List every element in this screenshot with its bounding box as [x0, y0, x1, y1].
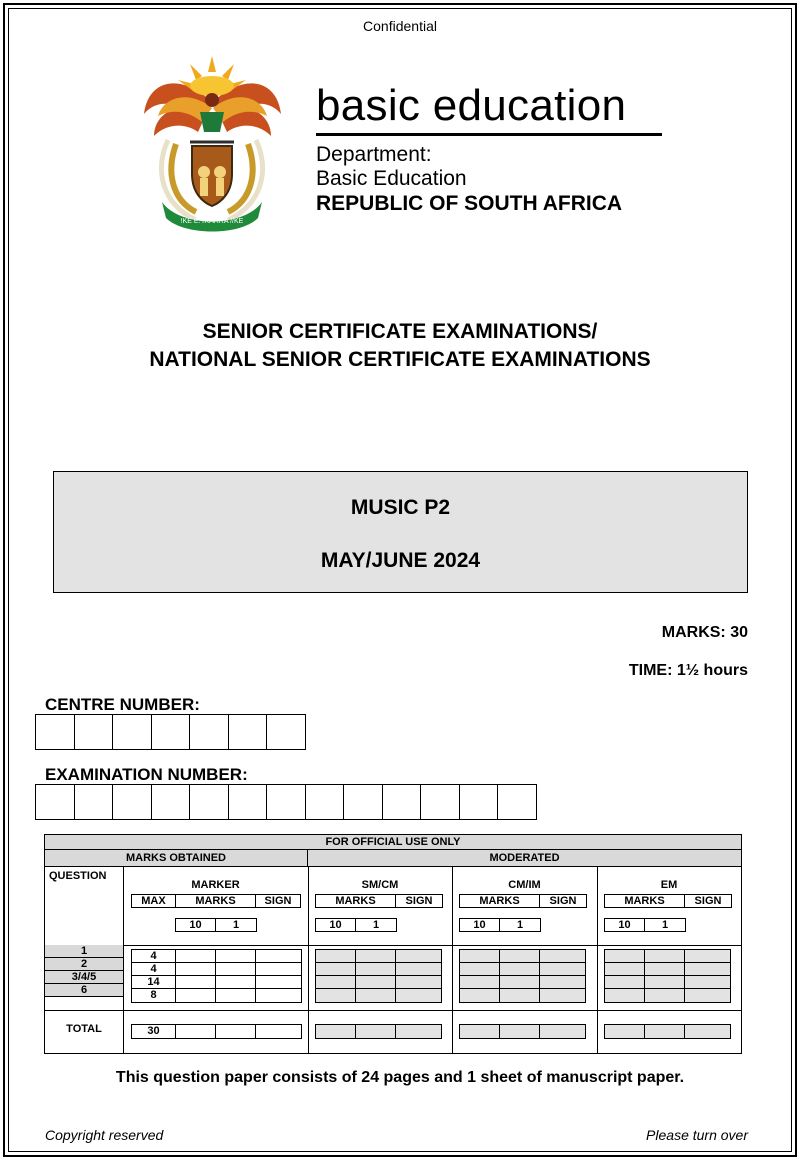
col-divider	[452, 867, 453, 1053]
country-name: REPUBLIC OF SOUTH AFRICA	[316, 192, 623, 215]
mark-cell[interactable]	[216, 950, 256, 962]
confidential-label: Confidential	[363, 18, 437, 34]
table-row	[132, 989, 301, 1002]
mark-cell[interactable]	[176, 963, 216, 975]
smcm-column-labels	[315, 894, 443, 908]
mark-cell[interactable]	[645, 963, 685, 975]
sign-label: SIGN	[264, 895, 292, 907]
exam-digit-box[interactable]	[459, 784, 499, 820]
exam-digit-box[interactable]	[189, 784, 229, 820]
table-row	[132, 976, 301, 989]
mark-cell[interactable]	[356, 963, 396, 975]
question-list	[45, 945, 123, 997]
examination-number-label: EXAMINATION NUMBER:	[45, 765, 248, 784]
max-value: 4	[132, 950, 176, 962]
exam-digit-box[interactable]	[497, 784, 537, 820]
sign-label: SIGN	[694, 895, 722, 907]
mark-cell[interactable]	[356, 950, 396, 962]
total-sign-cell[interactable]	[685, 1025, 730, 1038]
brand-title: basic education	[316, 81, 627, 130]
em-total-row	[604, 1024, 731, 1039]
table-row	[132, 963, 301, 976]
exam-digit-box[interactable]	[382, 784, 422, 820]
smcm-marks-grid	[315, 949, 442, 1003]
exam-digit-box[interactable]	[151, 784, 191, 820]
max-value: 4	[132, 963, 176, 975]
turn-over-note: Please turn over	[646, 1127, 748, 1143]
crest-motto: !KE E: /XARRA //KE	[180, 218, 244, 225]
total-cell[interactable]	[500, 1025, 540, 1038]
question-number: 2	[45, 958, 123, 971]
total-cell[interactable]	[216, 1025, 256, 1038]
department-label: Department:	[316, 143, 432, 166]
mark-cell[interactable]	[605, 989, 645, 1002]
sign-cell[interactable]	[256, 963, 301, 975]
total-sign-cell[interactable]	[256, 1025, 301, 1038]
sign-cell[interactable]	[396, 963, 441, 975]
sign-cell[interactable]	[685, 963, 730, 975]
exam-digit-box[interactable]	[305, 784, 345, 820]
mark-cell[interactable]	[500, 963, 540, 975]
mark-cell[interactable]	[316, 976, 356, 988]
sign-cell[interactable]	[256, 989, 301, 1002]
pages-note: This question paper consists of 24 pages and 1 sheet of manuscript paper.	[115, 1069, 685, 1086]
marks-obtained-header: MARKS OBTAINED	[45, 850, 308, 867]
sign-cell[interactable]	[256, 976, 301, 988]
sign-label: SIGN	[549, 895, 577, 907]
mark-cell[interactable]	[605, 963, 645, 975]
mark-cell[interactable]	[645, 976, 685, 988]
total-label: TOTAL	[66, 1023, 102, 1035]
mark-cell[interactable]	[460, 989, 500, 1002]
exam-title-line2: NATIONAL SENIOR CERTIFICATE EXAMINATIONS	[149, 348, 651, 371]
question-number: 6	[45, 984, 123, 997]
exam-title-line1: SENIOR CERTIFICATE EXAMINATIONS/	[202, 320, 598, 343]
mark-cell[interactable]	[645, 950, 685, 962]
centre-digit-box[interactable]	[112, 714, 152, 750]
total-max: 30	[132, 1025, 176, 1038]
marker-tally-box	[175, 918, 257, 932]
sign-cell[interactable]	[396, 976, 441, 988]
total-sign-cell[interactable]	[540, 1025, 585, 1038]
total-marks: MARKS: 30	[661, 624, 748, 641]
exam-digit-box[interactable]	[228, 784, 268, 820]
em-column-labels	[604, 894, 732, 908]
em-header: EM	[660, 879, 678, 891]
coat-of-arms-logo	[140, 52, 285, 232]
exam-title	[0, 318, 800, 374]
exam-digit-box[interactable]	[420, 784, 460, 820]
sign-cell[interactable]	[685, 989, 730, 1002]
official-use-table	[44, 834, 742, 1054]
official-use-title: FOR OFFICIAL USE ONLY	[45, 835, 741, 850]
col-divider	[123, 867, 124, 1053]
marks-label: MARKS	[176, 895, 256, 907]
department-name: Basic Education	[316, 167, 467, 190]
subject-name: MUSIC P2	[350, 496, 451, 519]
mark-cell[interactable]	[605, 976, 645, 988]
marker-header: MARKER	[191, 879, 240, 891]
total-cell[interactable]	[316, 1025, 356, 1038]
sign-label: SIGN	[405, 895, 433, 907]
copyright-notice: Copyright reserved	[45, 1127, 164, 1143]
mark-cell[interactable]	[500, 976, 540, 988]
question-number: 3/4/5	[45, 971, 123, 984]
moderated-header: MODERATED	[308, 850, 741, 867]
marker-total-row	[131, 1024, 302, 1039]
marks-label: MARKS	[460, 895, 540, 907]
total-cell[interactable]	[605, 1025, 645, 1038]
mark-cell[interactable]	[500, 989, 540, 1002]
mark-cell[interactable]	[316, 950, 356, 962]
subject-box	[53, 471, 748, 593]
max-value: 8	[132, 989, 176, 1002]
total-cell[interactable]	[645, 1025, 685, 1038]
mark-cell[interactable]	[216, 976, 256, 988]
centre-digit-box[interactable]	[35, 714, 75, 750]
mark-cell[interactable]	[460, 963, 500, 975]
question-header: QUESTION	[49, 870, 107, 882]
cmim-total-row	[459, 1024, 586, 1039]
brand-underline	[316, 133, 662, 136]
marker-marks-grid	[131, 949, 302, 1003]
centre-number-label: CENTRE NUMBER:	[45, 695, 200, 714]
examination-number-boxes[interactable]	[36, 784, 537, 820]
units-label: 1	[372, 919, 380, 931]
exam-digit-box[interactable]	[343, 784, 383, 820]
sign-cell[interactable]	[396, 950, 441, 962]
centre-digit-box[interactable]	[266, 714, 306, 750]
exam-digit-box[interactable]	[112, 784, 152, 820]
exam-duration: TIME: 1½ hours	[628, 662, 748, 679]
row-divider	[45, 945, 741, 946]
units-label: 1	[661, 919, 669, 931]
marker-column-labels	[131, 894, 301, 908]
max-label: MAX	[132, 895, 176, 907]
marks-label: MARKS	[605, 895, 685, 907]
mark-cell[interactable]	[316, 989, 356, 1002]
mark-cell[interactable]	[460, 950, 500, 962]
sign-cell[interactable]	[256, 950, 301, 962]
smcm-tally-box	[315, 918, 397, 932]
mark-cell[interactable]	[356, 989, 396, 1002]
centre-digit-box[interactable]	[228, 714, 268, 750]
tens-label: 10	[605, 919, 645, 931]
centre-digit-box[interactable]	[151, 714, 191, 750]
tens-label: 10	[176, 919, 216, 931]
mark-cell[interactable]	[356, 976, 396, 988]
sign-cell[interactable]	[540, 989, 585, 1002]
smcm-total-row	[315, 1024, 442, 1039]
mark-cell[interactable]	[176, 976, 216, 988]
centre-digit-box[interactable]	[74, 714, 114, 750]
row-divider	[45, 1010, 741, 1011]
sign-cell[interactable]	[685, 976, 730, 988]
exam-session: MAY/JUNE 2024	[320, 549, 481, 572]
cmim-marks-grid	[459, 949, 586, 1003]
units-label: 1	[232, 919, 240, 931]
em-marks-grid	[604, 949, 731, 1003]
mark-cell[interactable]	[605, 950, 645, 962]
exam-digit-box[interactable]	[74, 784, 114, 820]
mark-cell[interactable]	[176, 950, 216, 962]
total-cell[interactable]	[460, 1025, 500, 1038]
units-label: 1	[516, 919, 524, 931]
exam-digit-box[interactable]	[35, 784, 75, 820]
cmim-tally-box	[459, 918, 541, 932]
mark-cell[interactable]	[500, 950, 540, 962]
sign-cell[interactable]	[540, 950, 585, 962]
em-tally-box	[604, 918, 686, 932]
mark-cell[interactable]	[460, 976, 500, 988]
cmim-column-labels	[459, 894, 587, 908]
tens-label: 10	[460, 919, 500, 931]
total-cell[interactable]	[356, 1025, 396, 1038]
mark-cell[interactable]	[216, 963, 256, 975]
mark-cell[interactable]	[316, 963, 356, 975]
exam-digit-box[interactable]	[266, 784, 306, 820]
tens-label: 10	[316, 919, 356, 931]
mark-cell[interactable]	[645, 989, 685, 1002]
centre-number-boxes[interactable]	[36, 714, 306, 750]
col-divider	[597, 867, 598, 1053]
mark-cell[interactable]	[176, 989, 216, 1002]
question-number: 1	[45, 945, 123, 958]
max-value: 14	[132, 976, 176, 988]
sign-cell[interactable]	[540, 976, 585, 988]
sign-cell[interactable]	[396, 989, 441, 1002]
smcm-header: SM/CM	[361, 879, 399, 891]
sign-cell[interactable]	[685, 950, 730, 962]
cmim-header: CM/IM	[508, 879, 541, 891]
centre-digit-box[interactable]	[189, 714, 229, 750]
marks-label: MARKS	[316, 895, 396, 907]
total-sign-cell[interactable]	[396, 1025, 441, 1038]
total-cell[interactable]	[176, 1025, 216, 1038]
col-divider	[308, 867, 309, 1053]
mark-cell[interactable]	[216, 989, 256, 1002]
table-row	[132, 950, 301, 963]
sign-cell[interactable]	[540, 963, 585, 975]
